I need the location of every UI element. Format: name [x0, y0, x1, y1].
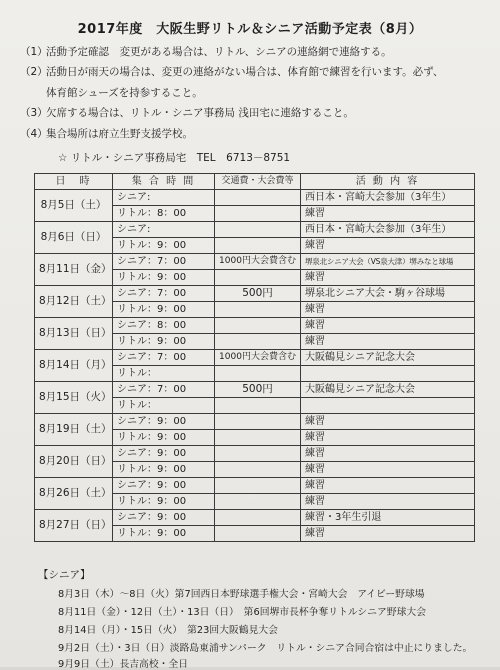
date-cell: 8月15日（火） [35, 382, 113, 414]
meeting-time-cell: リトル：9：00 [113, 302, 215, 318]
fee-cell [215, 222, 301, 238]
meeting-time-cell: シニア: [113, 190, 215, 206]
senior-line-1: 8月3日（木）～8日（火）第7回西日本野球選手権大会・宮崎大会 アイビー野球場 [58, 589, 425, 600]
meeting-time-cell: シニア：7：00 [113, 254, 215, 270]
table-row [35, 350, 475, 366]
meeting-time-cell: リトル：9：00 [113, 238, 215, 254]
activity-cell: 練習 [301, 446, 475, 462]
note-2-continued: 体育館シューズを持参すること。 [46, 87, 203, 99]
meeting-time-cell: シニア：9：00 [113, 446, 215, 462]
table-row [35, 510, 475, 526]
date-cell: 8月5日（土） [35, 190, 113, 222]
activity-cell: 練習 [301, 302, 475, 318]
meeting-time-cell: シニア：9：00 [113, 414, 215, 430]
senior-line-2: 8月11日（金）・12日（土）・13日（日） 第6回堺市長杯争奪リトルシニア野球大会 [58, 607, 427, 618]
note-3: （3）欠席する場合は、リトル・シニア事務局 浅田宅に連絡すること。 [20, 107, 354, 119]
header-meeting-time: 集 合 時 間 [113, 174, 215, 190]
fee-cell [215, 478, 301, 494]
note-1: （1）活動予定確認 変更がある場合は、リトル、シニアの連絡網で連絡する。 [20, 46, 392, 58]
date-cell: 8月20日（日） [35, 446, 113, 478]
fee-cell [215, 430, 301, 446]
date-cell: 8月27日（日） [35, 510, 113, 542]
table-row [35, 286, 475, 302]
activity-cell: 練習 [301, 270, 475, 286]
fee-cell [215, 206, 301, 222]
fee-cell [215, 446, 301, 462]
fee-cell [215, 494, 301, 510]
meeting-time-cell: リトル：9：00 [113, 526, 215, 542]
activity-cell [301, 398, 475, 414]
activity-cell: 西日本・宮崎大会参加（3年生） [301, 222, 475, 238]
document-title: 2017年度 大阪生野リトル＆シニア活動予定表（8月） [77, 22, 423, 37]
header-fee: 交通費・大会費等 [215, 174, 301, 190]
meeting-time-cell: リトル：9：00 [113, 334, 215, 350]
activity-cell [301, 366, 475, 382]
meeting-time-cell: シニア：9：00 [113, 510, 215, 526]
fee-cell: 500円 [215, 286, 301, 302]
meeting-time-cell: シニア：8：00 [113, 318, 215, 334]
schedule-table [34, 173, 475, 542]
activity-cell: 練習 [301, 238, 475, 254]
meeting-time-cell: シニア: [113, 222, 215, 238]
contact-line: ☆ リトル・シニア事務局宅 TEL 6713－8751 [58, 152, 291, 164]
fee-cell: 1000円大会費含む [215, 254, 301, 270]
fee-cell [215, 462, 301, 478]
meeting-time-cell: シニア：7：00 [113, 286, 215, 302]
meeting-time-cell: シニア：7：00 [113, 382, 215, 398]
fee-cell [215, 302, 301, 318]
activity-cell: 練習 [301, 478, 475, 494]
senior-line-5: 9月9日（土）長吉高校・全日 [58, 659, 189, 670]
table-header-row [35, 174, 475, 190]
meeting-time-cell: シニア：7：00 [113, 350, 215, 366]
meeting-time-cell: リトル：9：00 [113, 494, 215, 510]
senior-heading: 【シニア】 [38, 569, 91, 581]
meeting-time-cell: リトル：9：00 [113, 270, 215, 286]
activity-cell: 練習 [301, 494, 475, 510]
senior-line-4: 9月2日（土）・3日（日）淡路島東浦サンパーク リトル・シニア合同合宿は中止にりました。 [58, 643, 473, 654]
table-row [35, 446, 475, 462]
table-row [35, 382, 475, 398]
date-cell: 8月6日（日） [35, 222, 113, 254]
fee-cell [215, 334, 301, 350]
senior-line-3: 8月14日（月）・15日（火） 第23回大阪鶴見大会 [58, 625, 278, 636]
note-4: （4）集合場所は府立生野支援学校。 [20, 128, 193, 140]
date-cell: 8月19日（土） [35, 414, 113, 446]
header-activity: 活 動 内 容 [301, 174, 475, 190]
fee-cell [215, 270, 301, 286]
meeting-time-cell: シニア：9：00 [113, 478, 215, 494]
activity-cell: 練習・3年生引退 [301, 510, 475, 526]
meeting-time-cell: リトル：9：00 [113, 430, 215, 446]
fee-cell: 500円 [215, 382, 301, 398]
activity-cell: 練習 [301, 414, 475, 430]
fee-cell [215, 398, 301, 414]
table-row [35, 414, 475, 430]
header-date: 日 時 [35, 174, 113, 190]
activity-cell: 大阪鶴見シニア記念大会 [301, 350, 475, 366]
date-cell: 8月26日（土） [35, 478, 113, 510]
fee-cell [215, 510, 301, 526]
fee-cell [215, 414, 301, 430]
activity-cell: 練習 [301, 334, 475, 350]
activity-cell: 練習 [301, 526, 475, 542]
activity-cell: 練習 [301, 206, 475, 222]
activity-cell: 西日本・宮崎大会参加（3年生） [301, 190, 475, 206]
fee-cell: 1000円大会費含む [215, 350, 301, 366]
fee-cell [215, 526, 301, 542]
date-cell: 8月13日（日） [35, 318, 113, 350]
meeting-time-cell: リトル：9：00 [113, 462, 215, 478]
date-cell: 8月11日（金） [35, 254, 113, 286]
meeting-time-cell: リトル： [113, 398, 215, 414]
activity-cell: 練習 [301, 430, 475, 446]
fee-cell [215, 366, 301, 382]
table-row [35, 190, 475, 206]
activity-cell: 練習 [301, 318, 475, 334]
activity-cell: 堺泉北シニア大会（VS泉大津）堺みなと球場 [301, 254, 475, 270]
table-row [35, 478, 475, 494]
date-cell: 8月14日（月） [35, 350, 113, 382]
note-2: （2）活動日が雨天の場合は、変更の連絡がない場合は、体育館で練習を行います。必ず、 [20, 66, 444, 78]
date-cell: 8月12日（土） [35, 286, 113, 318]
fee-cell [215, 238, 301, 254]
meeting-time-cell: リトル： [113, 366, 215, 382]
activity-cell: 大阪鶴見シニア記念大会 [301, 382, 475, 398]
meeting-time-cell: リトル：8：00 [113, 206, 215, 222]
table-row [35, 254, 475, 270]
activity-cell: 堺泉北シニア大会・駒ヶ谷球場 [301, 286, 475, 302]
table-row [35, 222, 475, 238]
fee-cell [215, 318, 301, 334]
table-row [35, 318, 475, 334]
fee-cell [215, 190, 301, 206]
activity-cell: 練習 [301, 462, 475, 478]
